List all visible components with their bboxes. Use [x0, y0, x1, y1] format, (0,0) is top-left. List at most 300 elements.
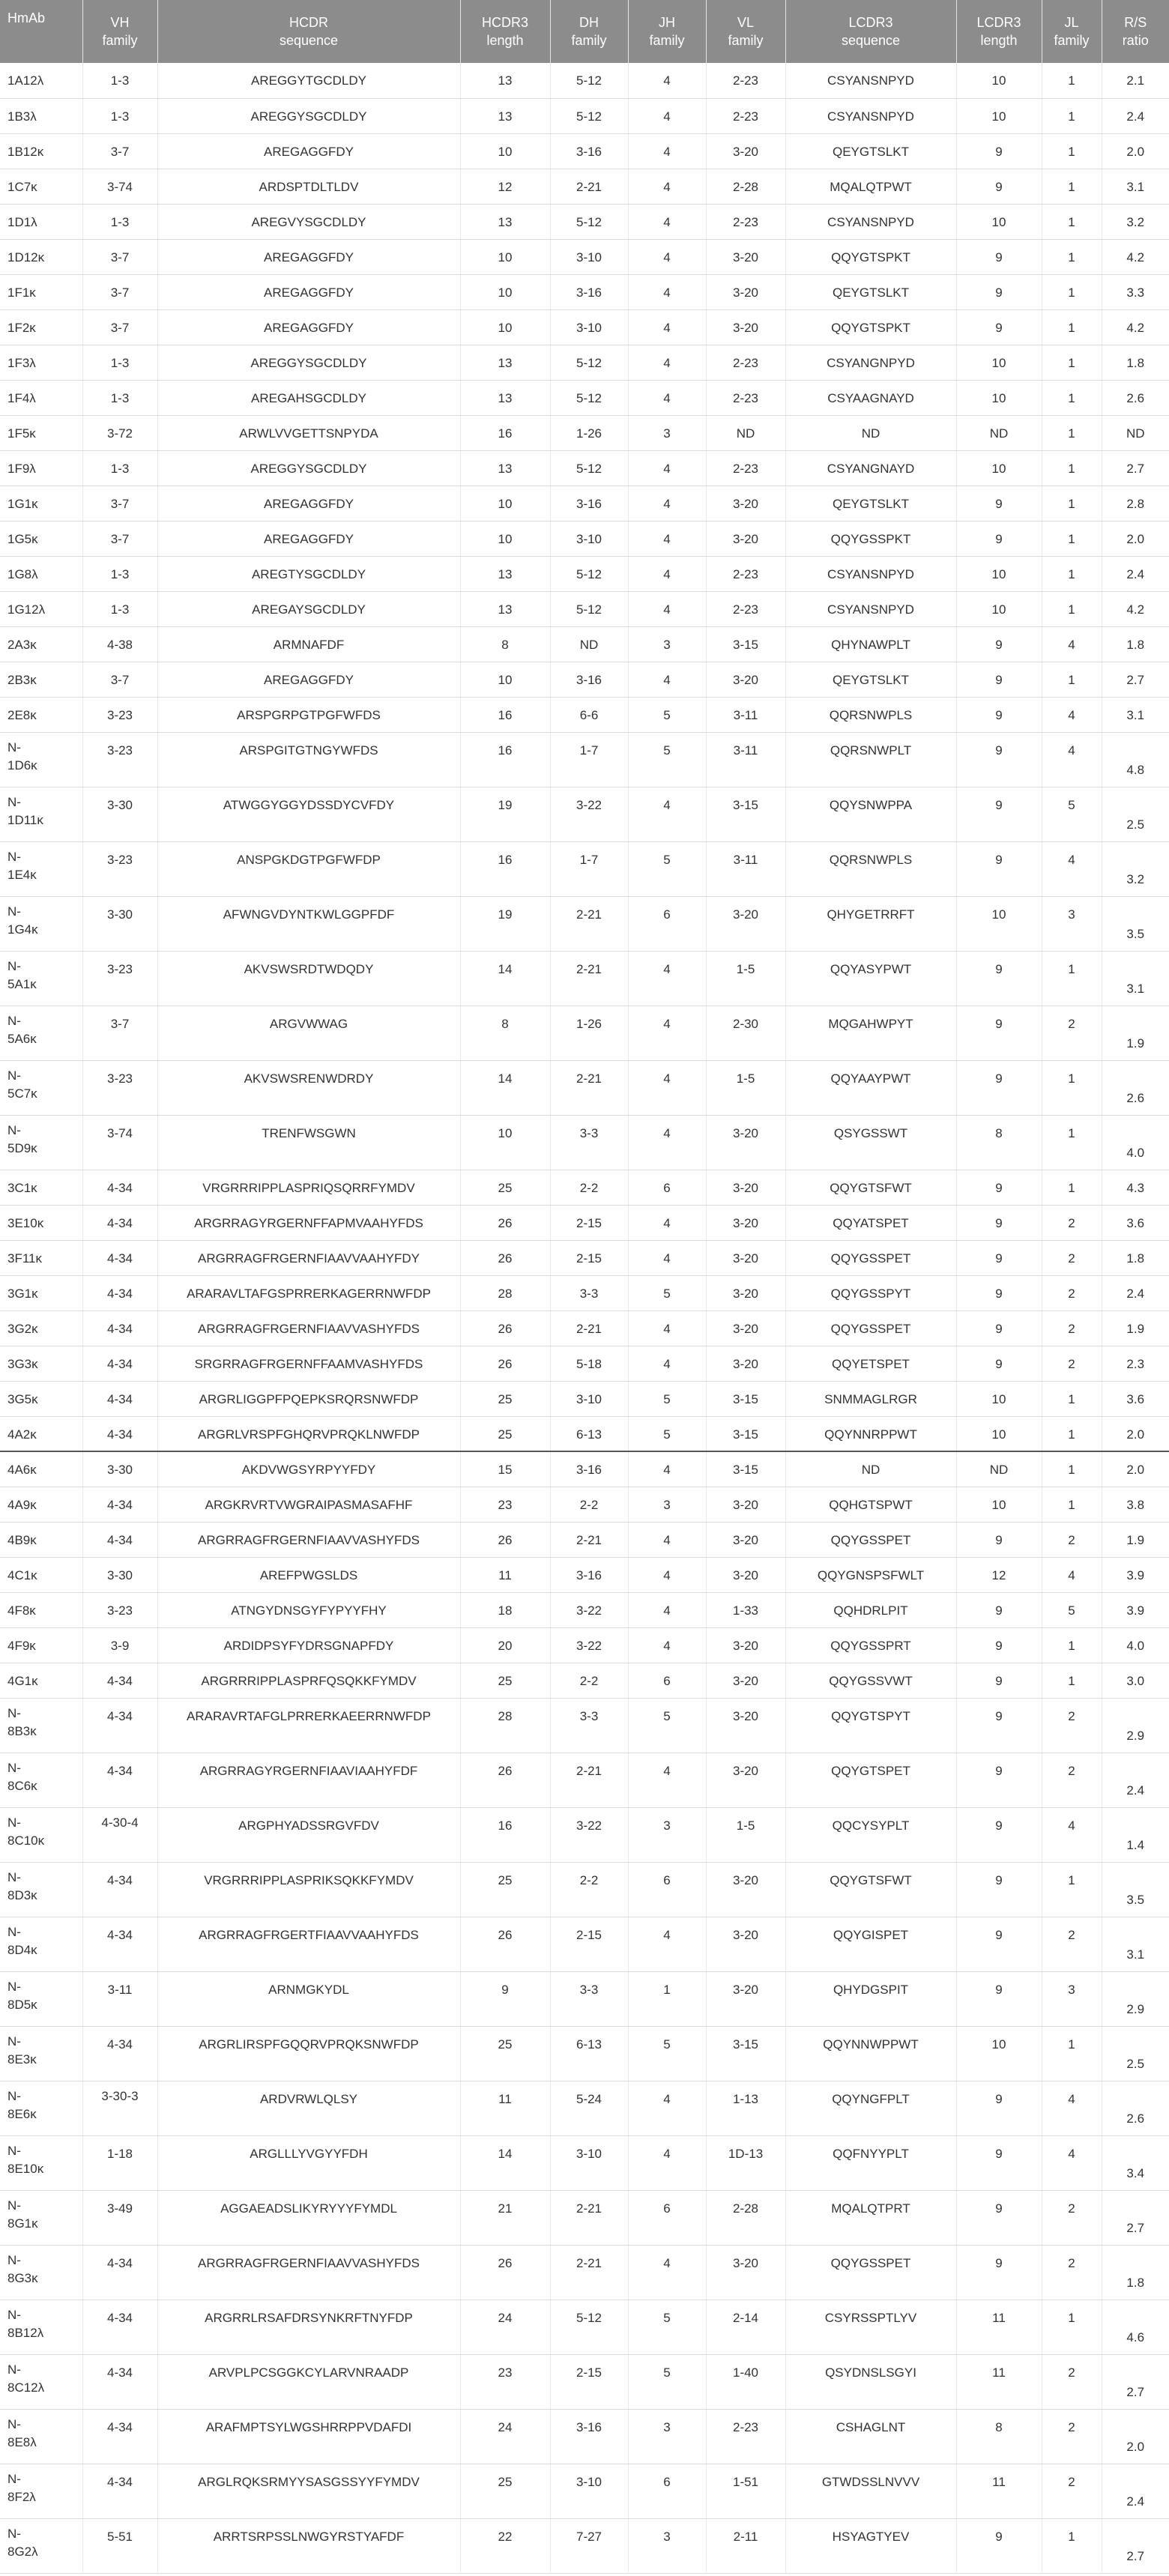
cell-hcdr3-length: 14	[460, 2135, 550, 2190]
cell-rs-ratio: 2.0	[1102, 521, 1169, 556]
hmab-id: 1G4κ	[7, 922, 38, 937]
cell-jh-family: 4	[628, 486, 706, 521]
cell-vh-family: 1-18	[82, 2135, 157, 2190]
cell-lcdr3-sequence: CSYANSNPYD	[785, 204, 956, 239]
cell-vl-family: 3-20	[706, 1240, 785, 1275]
table-row	[0, 98, 1169, 133]
cell-dh-family: ND	[550, 626, 628, 662]
cell-jh-family: 4	[628, 662, 706, 697]
cell-vh-family: 3-74	[82, 169, 157, 204]
cell-hmab	[0, 2300, 82, 2354]
cell-vh-family: 4-34	[82, 2409, 157, 2464]
table-row	[0, 1663, 1169, 1698]
cell-dh-family: 7-27	[550, 2518, 628, 2573]
header-line: DH	[579, 15, 599, 30]
cell-vl-family: 3-15	[706, 1381, 785, 1416]
cell-rs-ratio: 3.1	[1102, 697, 1169, 732]
cell-jh-family: 4	[628, 1060, 706, 1115]
hmab-prefix: N-	[7, 1979, 21, 1994]
cell-lcdr3-sequence: QQYGSSPET	[785, 1240, 956, 1275]
cell-hcdr-sequence: ARVPLPCSGGKCYLARVNRAADP	[157, 2354, 460, 2409]
cell-hcdr3-length: 24	[460, 2300, 550, 2354]
cell-dh-family: 2-21	[550, 1753, 628, 1807]
cell-hmab: 3F11κ	[0, 1240, 82, 1275]
cell-jl-family: 1	[1042, 309, 1102, 345]
cell-dh-family: 2-2	[550, 1487, 628, 1522]
cell-lcdr3-sequence: QQYGSSPRT	[785, 1627, 956, 1663]
cell-rs-ratio: 3.2	[1102, 841, 1169, 896]
cell-vl-family: 1D-13	[706, 2135, 785, 2190]
cell-jl-family: 1	[1042, 521, 1102, 556]
cell-jh-family: 4	[628, 1006, 706, 1060]
cell-lcdr3-sequence: MQALQTPWT	[785, 169, 956, 204]
cell-vh-family: 4-34	[82, 1205, 157, 1240]
cell-hmab: 4B9κ	[0, 1522, 82, 1557]
cell-jh-family: 4	[628, 951, 706, 1006]
cell-vl-family: 2-30	[706, 1006, 785, 1060]
cell-jh-family: 3	[628, 1807, 706, 1862]
hmab-id: 8B3κ	[7, 1723, 37, 1738]
hmab-prefix: N-	[7, 2034, 21, 2049]
cell-lcdr3-sequence: QQHGTSPWT	[785, 1487, 956, 1522]
cell-jl-family: 4	[1042, 697, 1102, 732]
cell-rs-ratio: 3.9	[1102, 1592, 1169, 1627]
hmab-id: 8G1κ	[7, 2216, 38, 2231]
hmab-id: 1E4κ	[7, 867, 37, 882]
cell-lcdr3-sequence: QQYGTSFWT	[785, 1170, 956, 1205]
cell-hcdr3-length: 22	[460, 2518, 550, 2573]
cell-jl-family: 1	[1042, 951, 1102, 1006]
cell-vl-family: 2-23	[706, 63, 785, 98]
cell-lcdr3-sequence: QEYGTSLKT	[785, 662, 956, 697]
cell-vl-family: 3-20	[706, 1522, 785, 1557]
table-row	[0, 1807, 1169, 1862]
cell-rs-ratio: 3.3	[1102, 274, 1169, 309]
table-row	[0, 2026, 1169, 2081]
cell-rs-ratio: 1.4	[1102, 1807, 1169, 1862]
cell-vl-family: 3-11	[706, 732, 785, 787]
cell-hcdr3-length: 19	[460, 787, 550, 841]
cell-vh-family: 1-3	[82, 450, 157, 486]
table-row	[0, 1627, 1169, 1663]
cell-lcdr3-length: 9	[956, 1310, 1042, 1346]
cell-jl-family: 4	[1042, 1807, 1102, 1862]
cell-vl-family: 2-28	[706, 2190, 785, 2245]
cell-dh-family: 3-16	[550, 1557, 628, 1592]
cell-lcdr3-sequence: QHYDGSPIT	[785, 1971, 956, 2026]
cell-hcdr3-length: 13	[460, 591, 550, 626]
cell-dh-family: 2-2	[550, 1862, 628, 1917]
cell-jl-family: 5	[1042, 787, 1102, 841]
cell-jl-family: 1	[1042, 204, 1102, 239]
cell-hmab: 1B3λ	[0, 98, 82, 133]
cell-vh-family: 1-3	[82, 345, 157, 380]
table-row	[0, 1971, 1169, 2026]
cell-lcdr3-length: 9	[956, 841, 1042, 896]
cell-lcdr3-sequence: QHYGETRRFT	[785, 896, 956, 951]
cell-vh-family: 3-30	[82, 1451, 157, 1487]
cell-hcdr3-length: 10	[460, 274, 550, 309]
cell-dh-family: 2-21	[550, 2245, 628, 2300]
table-row	[0, 1416, 1169, 1451]
hmab-id: 5D9κ	[7, 1140, 37, 1155]
cell-hcdr-sequence: ANSPGKDGTPGFWFDP	[157, 841, 460, 896]
cell-vh-family: 3-30	[82, 787, 157, 841]
cell-vl-family: 3-20	[706, 274, 785, 309]
cell-jh-family: 3	[628, 2409, 706, 2464]
cell-lcdr3-length: 11	[956, 2464, 1042, 2518]
header-jl-family	[1042, 0, 1102, 63]
cell-lcdr3-sequence: QQYGTSPKT	[785, 309, 956, 345]
cell-hmab: 3G5κ	[0, 1381, 82, 1416]
cell-jh-family: 4	[628, 1240, 706, 1275]
cell-lcdr3-length: 10	[956, 896, 1042, 951]
cell-lcdr3-sequence: CSYANSNPYD	[785, 591, 956, 626]
cell-hcdr3-length: 26	[460, 1205, 550, 1240]
cell-rs-ratio: 3.4	[1102, 2135, 1169, 2190]
table-row	[0, 2190, 1169, 2245]
cell-vl-family: 2-28	[706, 169, 785, 204]
cell-hmab: 1G5κ	[0, 521, 82, 556]
cell-vh-family: 4-34	[82, 1663, 157, 1698]
cell-dh-family: 3-10	[550, 2464, 628, 2518]
cell-dh-family: 3-22	[550, 1592, 628, 1627]
table-row	[0, 1240, 1169, 1275]
cell-jh-family: 4	[628, 204, 706, 239]
cell-rs-ratio: 4.6	[1102, 2300, 1169, 2354]
cell-hmab: 1G1κ	[0, 486, 82, 521]
cell-hmab	[0, 732, 82, 787]
cell-vh-family: 4-34	[82, 2464, 157, 2518]
cell-vh-family: 1-3	[82, 63, 157, 98]
cell-vl-family: 3-15	[706, 1451, 785, 1487]
cell-dh-family: 1-26	[550, 415, 628, 450]
cell-hcdr-sequence: ARGRRAGFRGERNFIAAVVASHYFDS	[157, 2245, 460, 2300]
cell-jl-family: 2	[1042, 1698, 1102, 1753]
cell-vh-family: 1-3	[82, 556, 157, 591]
cell-hcdr3-length: 13	[460, 63, 550, 98]
cell-rs-ratio: 2.6	[1102, 2081, 1169, 2135]
cell-hcdr3-length: 11	[460, 2081, 550, 2135]
cell-lcdr3-length: 9	[956, 2518, 1042, 2573]
cell-lcdr3-sequence: QQYAAYPWT	[785, 1060, 956, 1115]
cell-hcdr3-length: 28	[460, 1275, 550, 1310]
cell-jl-family: 4	[1042, 841, 1102, 896]
cell-lcdr3-length: 11	[956, 2354, 1042, 2409]
cell-lcdr3-sequence: HSYAGTYEV	[785, 2518, 956, 2573]
hmab-id: 8E8λ	[7, 2434, 37, 2449]
cell-jh-family: 4	[628, 274, 706, 309]
cell-hcdr3-length: 25	[460, 1663, 550, 1698]
cell-lcdr3-sequence: CSYAAGNAYD	[785, 380, 956, 415]
cell-hmab: 2E8κ	[0, 697, 82, 732]
cell-vl-family: 3-20	[706, 1663, 785, 1698]
cell-jh-family: 4	[628, 1205, 706, 1240]
cell-jl-family: 4	[1042, 2081, 1102, 2135]
cell-hmab: 3E10κ	[0, 1205, 82, 1240]
cell-hcdr3-length: 25	[460, 1170, 550, 1205]
cell-jl-family: 2	[1042, 2190, 1102, 2245]
cell-lcdr3-length: 9	[956, 2081, 1042, 2135]
cell-lcdr3-length: 9	[956, 1917, 1042, 1971]
cell-lcdr3-length: 9	[956, 486, 1042, 521]
cell-rs-ratio: 1.9	[1102, 1522, 1169, 1557]
cell-vh-family: 3-7	[82, 1006, 157, 1060]
cell-dh-family: 1-26	[550, 1006, 628, 1060]
cell-jh-family: 5	[628, 732, 706, 787]
cell-hmab: 1F9λ	[0, 450, 82, 486]
cell-vl-family: 2-23	[706, 204, 785, 239]
cell-dh-family: 6-13	[550, 1416, 628, 1451]
hmab-prefix: N-	[7, 1068, 21, 1083]
cell-vl-family: 2-11	[706, 2518, 785, 2573]
cell-dh-family: 2-21	[550, 896, 628, 951]
table-row	[0, 1862, 1169, 1917]
cell-vh-family: 4-34	[82, 1381, 157, 1416]
cell-jl-family: 2	[1042, 1240, 1102, 1275]
cell-rs-ratio: 3.1	[1102, 169, 1169, 204]
cell-lcdr3-length: 10	[956, 1381, 1042, 1416]
cell-vl-family: 2-23	[706, 2409, 785, 2464]
header-rs-ratio	[1102, 0, 1169, 63]
hmab-prefix: N-	[7, 794, 21, 809]
cell-lcdr3-length: 9	[956, 697, 1042, 732]
table-row	[0, 951, 1169, 1006]
cell-hmab: 1F2κ	[0, 309, 82, 345]
cell-hcdr3-length: 13	[460, 556, 550, 591]
cell-hcdr-sequence: AREGAGGFDY	[157, 309, 460, 345]
cell-hcdr3-length: 12	[460, 169, 550, 204]
cell-dh-family: 3-16	[550, 662, 628, 697]
cell-hmab	[0, 1862, 82, 1917]
cell-jl-family: 2	[1042, 2245, 1102, 2300]
cell-dh-family: 3-10	[550, 1381, 628, 1416]
cell-vh-family: 1-3	[82, 204, 157, 239]
cell-hcdr-sequence: AREGGYTGCDLDY	[157, 63, 460, 98]
cell-dh-family: 5-18	[550, 1346, 628, 1381]
hmab-id: 8B12λ	[7, 2325, 44, 2340]
cell-jh-family: 4	[628, 2081, 706, 2135]
table-row	[0, 1487, 1169, 1522]
cell-vl-family: 3-20	[706, 133, 785, 169]
hmab-prefix: N-	[7, 1705, 21, 1720]
cell-vl-family: 3-20	[706, 1275, 785, 1310]
cell-vl-family: 3-20	[706, 1557, 785, 1592]
cell-vl-family: 3-20	[706, 2245, 785, 2300]
hmab-id: 5A1κ	[7, 976, 37, 991]
cell-vh-family: 4-34	[82, 1862, 157, 1917]
cell-hmab: 3C1κ	[0, 1170, 82, 1205]
header-line: VL	[737, 15, 755, 30]
cell-hmab: 1B12κ	[0, 133, 82, 169]
cell-jh-family: 4	[628, 98, 706, 133]
cell-lcdr3-length: 9	[956, 2190, 1042, 2245]
cell-vh-family: 4-34	[82, 1917, 157, 1971]
cell-lcdr3-sequence: QQYGSSPET	[785, 2245, 956, 2300]
cell-lcdr3-length: 9	[956, 274, 1042, 309]
table-row	[0, 133, 1169, 169]
cell-hmab: 4A6κ	[0, 1451, 82, 1487]
cell-jl-family: 1	[1042, 1627, 1102, 1663]
cell-hcdr-sequence: ARGRRAGFRGERTFIAAVVAAHYFDS	[157, 1917, 460, 1971]
cell-lcdr3-length: 9	[956, 1663, 1042, 1698]
cell-jh-family: 4	[628, 556, 706, 591]
table-row	[0, 2409, 1169, 2464]
cell-lcdr3-length: 9	[956, 662, 1042, 697]
header-line: sequence	[279, 33, 339, 48]
cell-hcdr3-length: 16	[460, 415, 550, 450]
cell-jl-family: 1	[1042, 1663, 1102, 1698]
cell-rs-ratio: 2.3	[1102, 1346, 1169, 1381]
hmab-prefix: N-	[7, 2198, 21, 2213]
cell-jl-family: 2	[1042, 1522, 1102, 1557]
cell-jl-family: 3	[1042, 896, 1102, 951]
header-jh-family	[628, 0, 706, 63]
table-row	[0, 1006, 1169, 1060]
cell-hcdr3-length: 24	[460, 2409, 550, 2464]
cell-jh-family: 4	[628, 345, 706, 380]
cell-jh-family: 5	[628, 2026, 706, 2081]
cell-hcdr-sequence: AGGAEADSLIKYRYYYFYMDL	[157, 2190, 460, 2245]
cell-vl-family: 3-20	[706, 1310, 785, 1346]
cell-hmab: 1F1κ	[0, 274, 82, 309]
cell-jl-family: 2	[1042, 2409, 1102, 2464]
cell-vl-family: 3-20	[706, 1115, 785, 1170]
cell-dh-family: 2-15	[550, 1917, 628, 1971]
cell-hcdr3-length: 26	[460, 1346, 550, 1381]
cell-vh-family: 3-7	[82, 133, 157, 169]
cell-vl-family: 3-20	[706, 521, 785, 556]
cell-lcdr3-length: 9	[956, 2135, 1042, 2190]
cell-vh-family: 4-34	[82, 1240, 157, 1275]
cell-hmab	[0, 1115, 82, 1170]
cell-hcdr-sequence: ARGPHYADSSRGVFDV	[157, 1807, 460, 1862]
cell-jl-family: 1	[1042, 239, 1102, 274]
cell-lcdr3-length: 8	[956, 2409, 1042, 2464]
header-line: family	[728, 33, 764, 48]
hmab-prefix: N-	[7, 2307, 21, 2322]
cell-hcdr-sequence: AREGGYSGCDLDY	[157, 450, 460, 486]
cell-hmab	[0, 1971, 82, 2026]
cell-lcdr3-sequence: QQYGTSPYT	[785, 1698, 956, 1753]
cell-rs-ratio: 1.8	[1102, 1240, 1169, 1275]
cell-dh-family: 5-12	[550, 556, 628, 591]
cell-vl-family: 3-20	[706, 1346, 785, 1381]
cell-jl-family: 1	[1042, 345, 1102, 380]
table-row	[0, 450, 1169, 486]
cell-dh-family: 2-21	[550, 951, 628, 1006]
cell-hcdr-sequence: AREGGYSGCDLDY	[157, 345, 460, 380]
cell-rs-ratio: 2.7	[1102, 2354, 1169, 2409]
cell-jl-family: 1	[1042, 63, 1102, 98]
cell-jh-family: 4	[628, 133, 706, 169]
table-row	[0, 169, 1169, 204]
cell-jl-family: 1	[1042, 2026, 1102, 2081]
hmab-id: 8G2λ	[7, 2544, 38, 2559]
cell-rs-ratio: 1.8	[1102, 2245, 1169, 2300]
cell-rs-ratio: 2.0	[1102, 133, 1169, 169]
cell-vh-family: 3-23	[82, 732, 157, 787]
cell-dh-family: 3-22	[550, 1627, 628, 1663]
cell-lcdr3-sequence: CSHAGLNT	[785, 2409, 956, 2464]
cell-vl-family: 3-15	[706, 626, 785, 662]
cell-vh-family: 3-7	[82, 486, 157, 521]
cell-rs-ratio: 2.0	[1102, 2409, 1169, 2464]
cell-jh-family: 5	[628, 697, 706, 732]
cell-jh-family: 4	[628, 2245, 706, 2300]
cell-rs-ratio: 2.7	[1102, 2190, 1169, 2245]
cell-hcdr-sequence: AREGVYSGCDLDY	[157, 204, 460, 239]
cell-lcdr3-sequence: QQYGSSPET	[785, 1310, 956, 1346]
cell-jh-family: 4	[628, 380, 706, 415]
cell-vl-family: 3-20	[706, 486, 785, 521]
cell-lcdr3-sequence: ND	[785, 415, 956, 450]
cell-hcdr-sequence: ARGKRVRTVWGRAIPASMASAFHF	[157, 1487, 460, 1522]
cell-vl-family: 3-15	[706, 1416, 785, 1451]
cell-jh-family: 4	[628, 1627, 706, 1663]
hmab-id: 1D11κ	[7, 812, 43, 827]
hmab-prefix: N-	[7, 2143, 21, 2158]
table-row	[0, 626, 1169, 662]
cell-jh-family: 5	[628, 841, 706, 896]
cell-lcdr3-sequence: CSYANSNPYD	[785, 63, 956, 98]
cell-jh-family: 5	[628, 1381, 706, 1416]
cell-lcdr3-length: 9	[956, 1346, 1042, 1381]
cell-jl-family: 2	[1042, 2464, 1102, 2518]
cell-dh-family: 3-10	[550, 2135, 628, 2190]
cell-hcdr-sequence: ARDVRWLQLSY	[157, 2081, 460, 2135]
cell-rs-ratio: 1.9	[1102, 1006, 1169, 1060]
cell-rs-ratio: 2.7	[1102, 662, 1169, 697]
cell-jl-family: 2	[1042, 1006, 1102, 1060]
table-row	[0, 1115, 1169, 1170]
table-row	[0, 1557, 1169, 1592]
cell-hmab: 1D12κ	[0, 239, 82, 274]
cell-jh-family: 4	[628, 1451, 706, 1487]
hmab-prefix: N-	[7, 2252, 21, 2267]
cell-vl-family: 1-5	[706, 1807, 785, 1862]
cell-rs-ratio: 1.9	[1102, 1310, 1169, 1346]
cell-lcdr3-length: 9	[956, 1522, 1042, 1557]
cell-lcdr3-sequence: QQYGNSPSFWLT	[785, 1557, 956, 1592]
table-row	[0, 1753, 1169, 1807]
table-row	[0, 274, 1169, 309]
cell-dh-family: 3-16	[550, 486, 628, 521]
cell-vh-family: 3-7	[82, 309, 157, 345]
cell-jl-family: 2	[1042, 1310, 1102, 1346]
hmab-id: 8E10κ	[7, 2161, 44, 2176]
table-row	[0, 2135, 1169, 2190]
header-vh-family	[82, 0, 157, 63]
cell-jh-family: 4	[628, 1753, 706, 1807]
cell-dh-family: 2-21	[550, 1060, 628, 1115]
cell-dh-family: 3-16	[550, 133, 628, 169]
cell-jh-family: 4	[628, 1917, 706, 1971]
cell-vh-family: 1-3	[82, 380, 157, 415]
cell-dh-family: 5-12	[550, 450, 628, 486]
cell-vl-family: 2-23	[706, 98, 785, 133]
cell-hmab: 3G3κ	[0, 1346, 82, 1381]
cell-jh-family: 4	[628, 1592, 706, 1627]
cell-vl-family: 3-20	[706, 1487, 785, 1522]
cell-hcdr-sequence: ARARAVRTAFGLPRRERKAEERRNWFDP	[157, 1698, 460, 1753]
hmab-prefix: N-	[7, 2471, 21, 2486]
cell-vl-family: 3-11	[706, 841, 785, 896]
cell-jl-family: 2	[1042, 1205, 1102, 1240]
cell-hcdr-sequence: ARGRRLRSAFDRSYNKRFTNYFDP	[157, 2300, 460, 2354]
cell-vl-family: 2-23	[706, 380, 785, 415]
cell-lcdr3-sequence: QSYGSSWT	[785, 1115, 956, 1170]
